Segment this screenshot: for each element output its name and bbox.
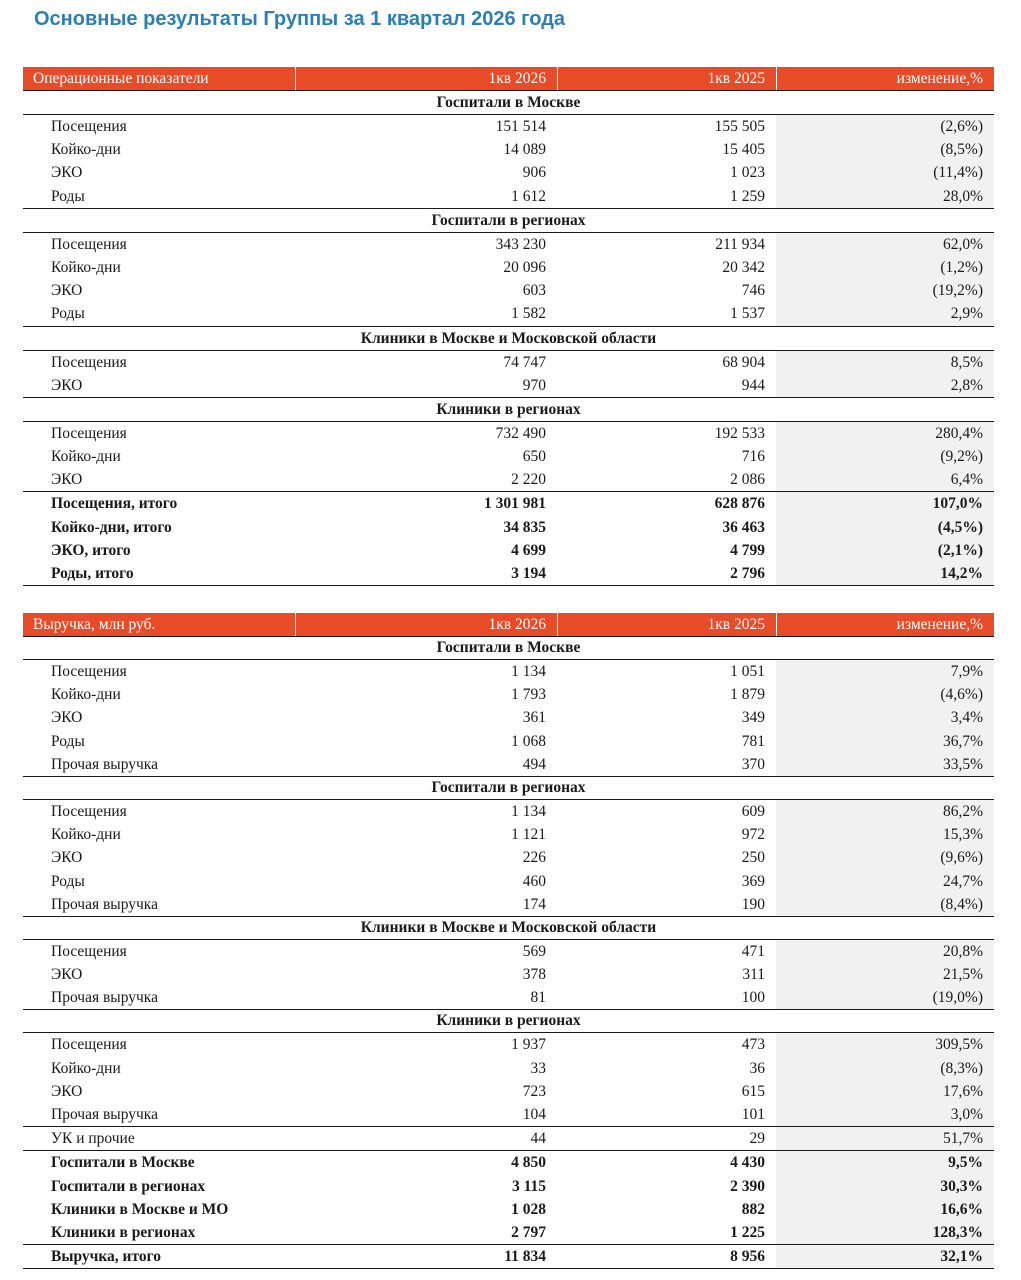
section-title: Госпитали в регионах bbox=[23, 208, 994, 233]
value-2026: 3 194 bbox=[511, 565, 546, 582]
change-percent: 280,4% bbox=[776, 422, 994, 445]
row-label: УК и прочие bbox=[23, 1127, 295, 1150]
value-2026: 361 bbox=[295, 706, 557, 729]
table-row bbox=[23, 893, 994, 916]
value-2025: 100 bbox=[557, 986, 776, 1009]
row-label: Госпитали в регионах bbox=[51, 1177, 206, 1195]
value-2025: 36 bbox=[557, 1057, 776, 1080]
total-row bbox=[23, 562, 994, 585]
value-2025: 36 463 bbox=[722, 518, 765, 536]
section-title: Клиники в Москве и Московской области bbox=[23, 916, 994, 940]
row-label: Роды bbox=[23, 730, 295, 753]
value-2025: 349 bbox=[557, 706, 776, 729]
value-2025: 29 bbox=[557, 1127, 776, 1150]
value-2025: 882 bbox=[741, 1200, 765, 1218]
table-row bbox=[23, 161, 994, 184]
value-2025: 471 bbox=[557, 940, 776, 963]
value-2025: 369 bbox=[557, 870, 776, 893]
section-title: Клиники в регионах bbox=[23, 397, 994, 422]
change-percent: 62,0% bbox=[776, 233, 994, 256]
header-change: изменение,% bbox=[776, 613, 994, 636]
value-2026: 2 797 bbox=[511, 1223, 546, 1241]
table-row bbox=[23, 185, 994, 208]
table-row bbox=[23, 374, 994, 397]
change-percent: 51,7% bbox=[776, 1127, 994, 1150]
value-2025: 15 405 bbox=[557, 138, 776, 161]
total-row bbox=[23, 1198, 994, 1221]
row-label: Прочая выручка bbox=[23, 893, 295, 916]
table-row bbox=[23, 870, 994, 893]
value-2025: 1 879 bbox=[557, 683, 776, 706]
change-percent: (19,0%) bbox=[776, 986, 994, 1009]
value-2026: 732 490 bbox=[295, 422, 557, 445]
change-percent: (19,2%) bbox=[776, 279, 994, 302]
header-label: Операционные показатели bbox=[33, 70, 209, 87]
value-2026: 460 bbox=[295, 870, 557, 893]
row-label: Роды bbox=[23, 302, 295, 325]
value-2025: 716 bbox=[557, 445, 776, 468]
value-2026: 44 bbox=[295, 1127, 557, 1150]
total-row bbox=[23, 492, 994, 515]
change-percent: 86,2% bbox=[776, 800, 994, 823]
row-label: Койко-дни bbox=[23, 445, 295, 468]
value-2025: 190 bbox=[557, 893, 776, 916]
row-label: ЭКО bbox=[23, 1080, 295, 1103]
change-percent: 16,6% bbox=[776, 1198, 994, 1221]
table-row bbox=[23, 279, 994, 302]
section-title: Госпитали в Москве bbox=[23, 90, 994, 115]
value-2026: 603 bbox=[295, 279, 557, 302]
row-label: Посещения bbox=[23, 422, 295, 445]
value-2025: 1 051 bbox=[557, 660, 776, 683]
change-percent: 7,9% bbox=[776, 660, 994, 683]
value-2026: 1 121 bbox=[295, 823, 557, 846]
value-2026: 14 089 bbox=[295, 138, 557, 161]
page-title: Основные результаты Группы за 1 квартал 2026 года bbox=[34, 8, 566, 30]
table-row bbox=[23, 730, 994, 753]
change-percent: 309,5% bbox=[776, 1033, 994, 1056]
value-2026: 3 115 bbox=[511, 1177, 546, 1195]
value-2025: 609 bbox=[557, 800, 776, 823]
total-row bbox=[23, 516, 994, 539]
row-label: Посещения bbox=[23, 800, 295, 823]
table-row bbox=[23, 800, 994, 823]
row-label: Роды bbox=[23, 185, 295, 208]
table-row bbox=[23, 706, 994, 729]
header-change: изменение,% bbox=[776, 67, 994, 90]
value-2025: 1 023 bbox=[557, 161, 776, 184]
value-2025: 101 bbox=[557, 1103, 776, 1126]
total-row bbox=[23, 1151, 994, 1174]
change-percent: (8,5%) bbox=[776, 138, 994, 161]
value-2026: 74 747 bbox=[295, 351, 557, 374]
change-percent: 15,3% bbox=[776, 823, 994, 846]
change-percent: 20,8% bbox=[776, 940, 994, 963]
value-2026: 104 bbox=[295, 1103, 557, 1126]
change-percent: 2,8% bbox=[776, 374, 994, 397]
value-2026: 1 937 bbox=[295, 1033, 557, 1056]
value-2026: 1 134 bbox=[295, 800, 557, 823]
section-title: Госпитали в регионах bbox=[23, 776, 994, 800]
value-2025: 4 430 bbox=[730, 1154, 765, 1172]
change-percent: 21,5% bbox=[776, 963, 994, 986]
row-label: Койко-дни bbox=[23, 256, 295, 279]
table-row bbox=[23, 445, 994, 468]
section-title: Клиники в Москве и Московской области bbox=[23, 326, 994, 351]
row-label: Прочая выручка bbox=[23, 986, 295, 1009]
change-percent: 36,7% bbox=[776, 730, 994, 753]
row-label: Выручка, итого bbox=[51, 1248, 162, 1266]
change-percent: 28,0% bbox=[776, 185, 994, 208]
row-label: Койко-дни bbox=[23, 1057, 295, 1080]
value-2025: 20 342 bbox=[557, 256, 776, 279]
table-row bbox=[23, 1103, 994, 1126]
table-row bbox=[23, 753, 994, 776]
value-2026: 1 793 bbox=[295, 683, 557, 706]
header-2025: 1кв 2025 bbox=[557, 67, 776, 90]
change-percent: (2,6%) bbox=[776, 115, 994, 138]
row-label: ЭКО bbox=[23, 468, 295, 491]
value-2026: 906 bbox=[295, 161, 557, 184]
row-label: ЭКО bbox=[23, 846, 295, 869]
table-row bbox=[23, 302, 994, 325]
change-percent: (1,2%) bbox=[776, 256, 994, 279]
table-row bbox=[23, 940, 994, 963]
row-label: Госпитали в Москве bbox=[51, 1154, 195, 1172]
value-2025: 250 bbox=[557, 846, 776, 869]
value-2025: 746 bbox=[557, 279, 776, 302]
value-2026: 4 850 bbox=[511, 1154, 546, 1172]
value-2026: 4 699 bbox=[511, 541, 546, 559]
value-2026: 723 bbox=[295, 1080, 557, 1103]
value-2025: 311 bbox=[557, 963, 776, 986]
change-percent: 6,4% bbox=[776, 468, 994, 491]
value-2025: 1 537 bbox=[557, 302, 776, 325]
row-label: Посещения bbox=[23, 351, 295, 374]
table-row bbox=[23, 1033, 994, 1056]
row-label: Посещения bbox=[23, 660, 295, 683]
change-percent: 107,0% bbox=[776, 492, 994, 515]
table-row bbox=[23, 660, 994, 683]
row-label: Посещения bbox=[23, 1033, 295, 1056]
grand-total-row bbox=[23, 1244, 994, 1269]
value-2025: 155 505 bbox=[557, 115, 776, 138]
value-2025: 1 225 bbox=[730, 1223, 765, 1241]
change-percent: 33,5% bbox=[776, 753, 994, 776]
change-percent: (4,6%) bbox=[776, 683, 994, 706]
value-2026: 11 834 bbox=[504, 1248, 546, 1266]
value-2026: 970 bbox=[295, 374, 557, 397]
change-percent: 32,1% bbox=[776, 1245, 994, 1268]
operational-table bbox=[23, 67, 994, 586]
table-row bbox=[23, 351, 994, 374]
table-row bbox=[23, 468, 994, 491]
change-percent: 30,3% bbox=[776, 1175, 994, 1198]
row-label: Койко-дни bbox=[23, 823, 295, 846]
table-row bbox=[23, 823, 994, 846]
table-row bbox=[23, 233, 994, 256]
other-row bbox=[23, 1126, 994, 1150]
row-label: ЭКО bbox=[23, 963, 295, 986]
change-percent: (8,3%) bbox=[776, 1057, 994, 1080]
row-label: Койко-дни, итого bbox=[51, 518, 172, 536]
row-label: Посещения, итого bbox=[51, 495, 178, 513]
value-2026: 151 514 bbox=[295, 115, 557, 138]
value-2025: 781 bbox=[557, 730, 776, 753]
row-label: ЭКО bbox=[23, 706, 295, 729]
value-2025: 473 bbox=[557, 1033, 776, 1056]
value-2026: 343 230 bbox=[295, 233, 557, 256]
row-label: Прочая выручка bbox=[23, 753, 295, 776]
change-percent: 2,9% bbox=[776, 302, 994, 325]
change-percent: 14,2% bbox=[776, 562, 994, 585]
row-label: Посещения bbox=[23, 940, 295, 963]
totals-block bbox=[23, 1150, 994, 1244]
change-percent: 3,0% bbox=[776, 1103, 994, 1126]
value-2026: 569 bbox=[295, 940, 557, 963]
table-row bbox=[23, 963, 994, 986]
value-2025: 2 390 bbox=[730, 1177, 765, 1195]
value-2026: 20 096 bbox=[295, 256, 557, 279]
value-2026: 1 028 bbox=[511, 1200, 546, 1218]
change-percent: (4,5%) bbox=[776, 516, 994, 539]
value-2025: 8 956 bbox=[730, 1248, 765, 1266]
section-title: Госпитали в Москве bbox=[23, 636, 994, 660]
row-label: Роды, итого bbox=[51, 565, 134, 582]
value-2026: 1 582 bbox=[295, 302, 557, 325]
table-header bbox=[23, 67, 994, 90]
total-row bbox=[23, 1175, 994, 1198]
change-percent: (8,4%) bbox=[776, 893, 994, 916]
value-2026: 494 bbox=[295, 753, 557, 776]
change-percent: 128,3% bbox=[776, 1221, 994, 1244]
value-2026: 1 068 bbox=[295, 730, 557, 753]
change-percent: (2,1%) bbox=[776, 539, 994, 562]
value-2026: 650 bbox=[295, 445, 557, 468]
header-label: Выручка, млн руб. bbox=[33, 616, 156, 633]
row-label: ЭКО bbox=[23, 279, 295, 302]
header-2026: 1кв 2026 bbox=[295, 67, 557, 90]
row-label: Койко-дни bbox=[23, 138, 295, 161]
row-label: ЭКО, итого bbox=[51, 541, 131, 559]
table-row bbox=[23, 1057, 994, 1080]
change-percent: (9,6%) bbox=[776, 846, 994, 869]
change-percent: 3,4% bbox=[776, 706, 994, 729]
change-percent: (11,4%) bbox=[776, 161, 994, 184]
value-2026: 174 bbox=[295, 893, 557, 916]
row-label: ЭКО bbox=[23, 374, 295, 397]
value-2026: 1 612 bbox=[295, 185, 557, 208]
value-2026: 1 134 bbox=[295, 660, 557, 683]
value-2026: 2 220 bbox=[295, 468, 557, 491]
row-label: Клиники в регионах bbox=[51, 1223, 196, 1241]
revenue-table bbox=[23, 613, 994, 1269]
value-2025: 370 bbox=[557, 753, 776, 776]
value-2025: 2 796 bbox=[730, 565, 765, 582]
total-row bbox=[23, 539, 994, 562]
header-2026: 1кв 2026 bbox=[295, 613, 557, 636]
table-row bbox=[23, 422, 994, 445]
change-percent: (9,2%) bbox=[776, 445, 994, 468]
total-row bbox=[23, 1221, 994, 1244]
value-2026: 1 301 981 bbox=[484, 495, 546, 513]
value-2025: 972 bbox=[557, 823, 776, 846]
change-percent: 24,7% bbox=[776, 870, 994, 893]
value-2025: 211 934 bbox=[557, 233, 776, 256]
table-row bbox=[23, 256, 994, 279]
change-percent: 8,5% bbox=[776, 351, 994, 374]
section-title: Клиники в регионах bbox=[23, 1009, 994, 1033]
row-label: Клиники в Москве и МО bbox=[51, 1200, 229, 1218]
table-row bbox=[23, 986, 994, 1009]
table-row bbox=[23, 138, 994, 161]
change-percent: 17,6% bbox=[776, 1080, 994, 1103]
totals-block bbox=[23, 491, 994, 586]
value-2025: 192 533 bbox=[557, 422, 776, 445]
row-label: Посещения bbox=[23, 233, 295, 256]
value-2025: 628 876 bbox=[714, 495, 765, 513]
value-2025: 615 bbox=[557, 1080, 776, 1103]
table-row bbox=[23, 683, 994, 706]
row-label: Посещения bbox=[23, 115, 295, 138]
header-2025: 1кв 2025 bbox=[557, 613, 776, 636]
value-2026: 226 bbox=[295, 846, 557, 869]
table-row bbox=[23, 115, 994, 138]
row-label: Койко-дни bbox=[23, 683, 295, 706]
value-2026: 81 bbox=[295, 986, 557, 1009]
change-percent: 9,5% bbox=[776, 1151, 994, 1174]
value-2026: 34 835 bbox=[503, 518, 546, 536]
value-2025: 944 bbox=[557, 374, 776, 397]
table-header bbox=[23, 613, 994, 636]
row-label: Роды bbox=[23, 870, 295, 893]
value-2025: 4 799 bbox=[730, 541, 765, 559]
table-row bbox=[23, 846, 994, 869]
row-label: Прочая выручка bbox=[23, 1103, 295, 1126]
value-2026: 33 bbox=[295, 1057, 557, 1080]
row-label: ЭКО bbox=[23, 161, 295, 184]
value-2025: 68 904 bbox=[557, 351, 776, 374]
value-2026: 378 bbox=[295, 963, 557, 986]
table-row bbox=[23, 1080, 994, 1103]
value-2025: 2 086 bbox=[557, 468, 776, 491]
value-2025: 1 259 bbox=[557, 185, 776, 208]
